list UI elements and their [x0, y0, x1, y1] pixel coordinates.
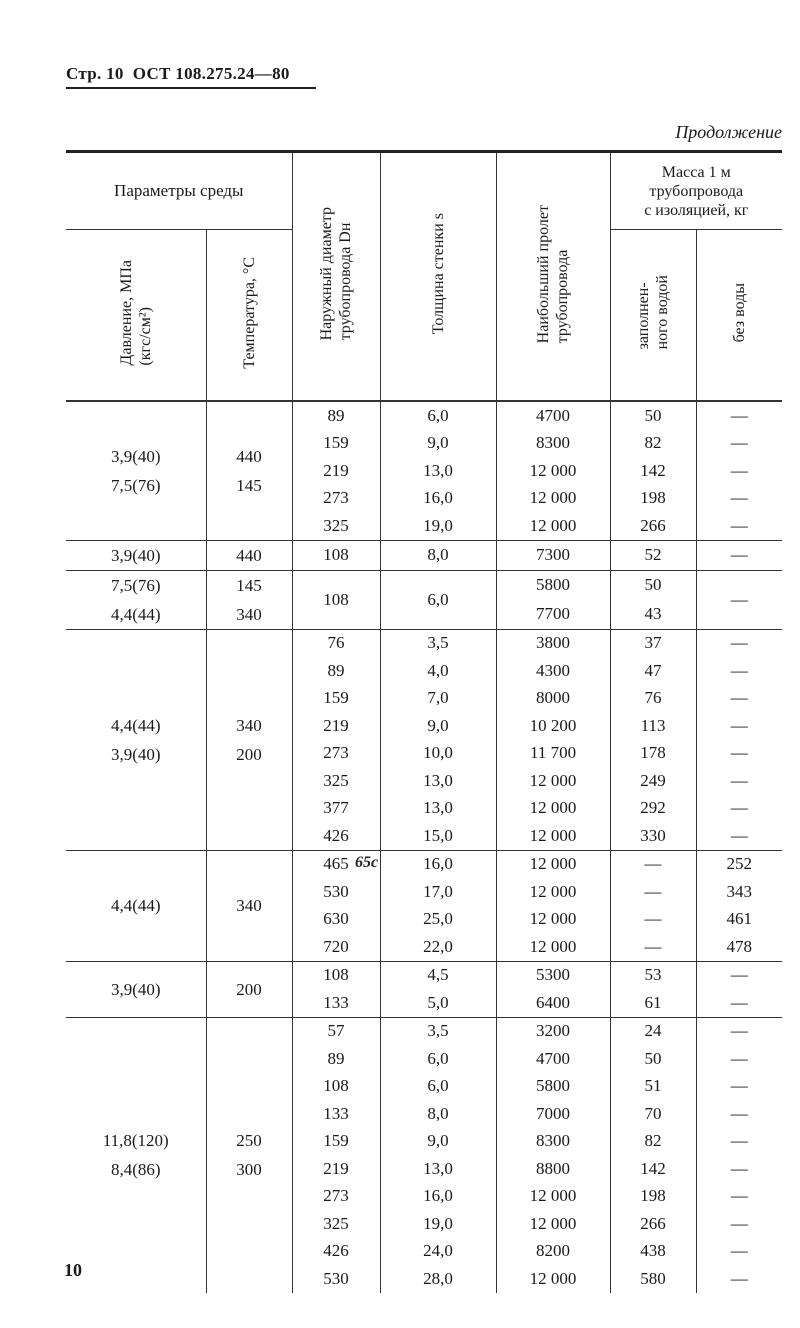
mass-water-cell: 142	[610, 457, 696, 485]
mass-water-cell: 266	[610, 1210, 696, 1238]
wall-cell: 15,0	[380, 822, 496, 850]
span-cell: 8300	[496, 1128, 610, 1156]
wall-cell: 13,0	[380, 795, 496, 823]
mass-water-cell: 53	[610, 961, 696, 989]
wall-cell: 8,0	[380, 1100, 496, 1128]
mass-water-cell: 47	[610, 657, 696, 685]
diameter-cell: 76	[292, 629, 380, 657]
pressure-value: 4,4(44)	[110, 896, 161, 915]
wall-cell: 24,0	[380, 1238, 496, 1266]
mass-dry-cell: —	[696, 457, 782, 485]
diameter-cell: 325	[292, 1210, 380, 1238]
mass-dry-cell: —	[696, 512, 782, 540]
diameter-cell: 325	[292, 512, 380, 540]
mass-dry-cell: 252	[696, 850, 782, 878]
wall-cell: 6,0	[380, 1073, 496, 1101]
diameter-cell: 89	[292, 657, 380, 685]
mass-water-cell: 292	[610, 795, 696, 823]
span-header: Наибольший пролет трубопровода	[496, 152, 610, 402]
mass-water-cell: 61	[610, 989, 696, 1017]
pressure-header: Давление, МПа (кгс/см²)	[66, 230, 206, 402]
table-body	[66, 401, 782, 1293]
wall-cell: 22,0	[380, 933, 496, 961]
span-cell: 12 000	[496, 822, 610, 850]
wall-cell: 13,0	[380, 767, 496, 795]
temperature-value: 340	[236, 896, 262, 915]
span-cell: 12 000	[496, 485, 610, 513]
span-cell: 7700	[496, 600, 610, 630]
wall-cell: 9,0	[380, 430, 496, 458]
span-cell: 5300	[496, 961, 610, 989]
temperature-cell	[206, 570, 292, 629]
temperature-value: 300	[236, 1160, 262, 1179]
temperature-value: 340	[236, 604, 262, 624]
standard-code: ОСТ 108.275.24—80	[132, 64, 290, 83]
diameter-cell: 159	[292, 1128, 380, 1156]
span-cell: 12 000	[496, 795, 610, 823]
diameter-cell: 465	[292, 850, 380, 878]
mass-water-cell: 178	[610, 740, 696, 768]
table-row	[66, 570, 782, 600]
table-row	[66, 629, 782, 657]
mass-dry-cell: —	[696, 1100, 782, 1128]
mass-dry-cell: 461	[696, 906, 782, 934]
mass-water-cell: 70	[610, 1100, 696, 1128]
span-cell: 8300	[496, 430, 610, 458]
diameter-cell: 273	[292, 485, 380, 513]
wall-cell: 25,0	[380, 906, 496, 934]
mass-water-cell: —	[610, 850, 696, 878]
pressure-cell	[66, 1017, 206, 1293]
mass-dry-cell: —	[696, 401, 782, 430]
wall-cell: 16,0	[380, 1183, 496, 1211]
mass-water-cell: 37	[610, 629, 696, 657]
span-cell: 8800	[496, 1155, 610, 1183]
pressure-value: 3,9(40)	[110, 979, 161, 999]
mass-dry-cell: —	[696, 767, 782, 795]
diameter-cell: 273	[292, 740, 380, 768]
mass-water-cell: —	[610, 906, 696, 934]
pressure-cell	[66, 570, 206, 629]
mass-dry-cell: —	[696, 1183, 782, 1211]
temperature-value: 145	[236, 475, 262, 495]
pressure-value: 3,9(40)	[110, 446, 161, 466]
diameter-cell: 530	[292, 1265, 380, 1293]
wall-cell: 3,5	[380, 629, 496, 657]
temperature-cell	[206, 850, 292, 961]
pressure-cell	[66, 540, 206, 570]
span-cell: 4300	[496, 657, 610, 685]
span-cell: 8200	[496, 1238, 610, 1266]
diameter-cell: 426	[292, 1238, 380, 1266]
temperature-cell	[206, 629, 292, 850]
span-cell: 12 000	[496, 906, 610, 934]
mass-water-cell: 50	[610, 570, 696, 600]
wall-cell: 9,0	[380, 1128, 496, 1156]
wall-cell: 16,0	[380, 485, 496, 513]
span-cell: 10 200	[496, 712, 610, 740]
mass-dry-cell: —	[696, 1265, 782, 1293]
span-cell: 7300	[496, 540, 610, 570]
diameter-cell: 530	[292, 878, 380, 906]
temperature-cell	[206, 961, 292, 1017]
pressure-cell	[66, 401, 206, 540]
pressure-cell	[66, 961, 206, 1017]
table-row	[66, 850, 782, 878]
wall-cell: 6,0	[380, 401, 496, 430]
mass-water-cell: 51	[610, 1073, 696, 1101]
mass-water-cell: 580	[610, 1265, 696, 1293]
mass-water-cell: 113	[610, 712, 696, 740]
mass-dry-cell: —	[696, 657, 782, 685]
mass-dry-cell: —	[696, 822, 782, 850]
mass-water-cell: 438	[610, 1238, 696, 1266]
mass-dry-cell: —	[696, 961, 782, 989]
diameter-cell: 325	[292, 767, 380, 795]
mass-water-cell: 50	[610, 401, 696, 430]
span-cell: 3200	[496, 1017, 610, 1045]
span-cell: 12 000	[496, 457, 610, 485]
wall-cell: 8,0	[380, 540, 496, 570]
pressure-value: 7,5(76)	[110, 575, 161, 595]
mass-dry-cell: —	[696, 485, 782, 513]
mass-water-cell: 330	[610, 822, 696, 850]
mass-dry-cell: —	[696, 1128, 782, 1156]
mass-dry-cell: —	[696, 685, 782, 713]
diameter-cell: 108	[292, 961, 380, 989]
diameter-cell: 219	[292, 712, 380, 740]
wall-header: Толщина стенки s	[380, 152, 496, 402]
table-head	[66, 152, 782, 402]
temperature-cell	[206, 1017, 292, 1293]
pressure-cell	[66, 629, 206, 850]
mass-dry-header: без воды	[696, 230, 782, 402]
mass-water-cell: 198	[610, 485, 696, 513]
diameter-cell: 219	[292, 1155, 380, 1183]
mass-dry-cell: —	[696, 1073, 782, 1101]
span-cell: 3800	[496, 629, 610, 657]
mass-water-cell: 43	[610, 600, 696, 630]
span-cell: 12 000	[496, 1265, 610, 1293]
handwritten-correction: 65с	[355, 854, 379, 871]
span-cell: 12 000	[496, 1210, 610, 1238]
table-row	[66, 401, 782, 430]
pressure-value: 3,9(40)	[110, 545, 161, 565]
mass-dry-cell: —	[696, 1155, 782, 1183]
continuation-label: Продолжение	[675, 122, 782, 142]
wall-cell: 10,0	[380, 740, 496, 768]
mass-water-cell: 249	[610, 767, 696, 795]
temperature-value: 440	[236, 446, 262, 466]
pressure-value: 7,5(76)	[110, 475, 161, 495]
pressure-value: 4,4(44)	[110, 604, 161, 624]
page-label: Стр. 10	[66, 64, 124, 83]
mass-dry-cell: —	[696, 1017, 782, 1045]
table-row	[66, 961, 782, 989]
wall-cell: 13,0	[380, 457, 496, 485]
mass-dry-cell: —	[696, 540, 782, 570]
temperature-header: Температура, °С	[206, 230, 292, 402]
mass-dry-cell: —	[696, 795, 782, 823]
diameter-cell: 273	[292, 1183, 380, 1211]
span-cell: 6400	[496, 989, 610, 1017]
pipeline-table	[66, 150, 782, 1293]
params-group-header: Параметры среды	[66, 152, 292, 230]
temperature-value: 200	[236, 744, 262, 764]
wall-cell: 19,0	[380, 512, 496, 540]
mass-dry-cell: 343	[696, 878, 782, 906]
mass-water-cell: —	[610, 878, 696, 906]
pressure-value: 3,9(40)	[110, 744, 161, 764]
table-row	[66, 540, 782, 570]
mass-water-cell: 76	[610, 685, 696, 713]
diameter-cell: 720	[292, 933, 380, 961]
mass-dry-cell: —	[696, 629, 782, 657]
temperature-value: 145	[236, 575, 262, 595]
wall-cell: 17,0	[380, 878, 496, 906]
mass-group-header: Масса 1 м трубопровода с изоляцией, кг	[610, 152, 782, 230]
pressure-value: 8,4(86)	[110, 1160, 161, 1179]
span-cell: 12 000	[496, 1183, 610, 1211]
temperature-value: 250	[236, 1131, 262, 1150]
diameter-cell: 57	[292, 1017, 380, 1045]
span-cell: 4700	[496, 1045, 610, 1073]
wall-cell: 13,0	[380, 1155, 496, 1183]
mass-water-cell: 24	[610, 1017, 696, 1045]
pressure-cell	[66, 850, 206, 961]
temperature-value: 340	[236, 715, 262, 735]
diameter-cell: 159	[292, 685, 380, 713]
mass-water-cell: —	[610, 933, 696, 961]
wall-cell: 28,0	[380, 1265, 496, 1293]
span-cell: 12 000	[496, 767, 610, 795]
mass-dry-cell: —	[696, 740, 782, 768]
mass-dry-cell: —	[696, 1238, 782, 1266]
wall-cell: 7,0	[380, 685, 496, 713]
wall-cell: 6,0	[380, 570, 496, 629]
wall-cell: 19,0	[380, 1210, 496, 1238]
span-cell: 8000	[496, 685, 610, 713]
diameter-cell: 630	[292, 906, 380, 934]
mass-water-cell: 198	[610, 1183, 696, 1211]
diameter-header: Наружный диаметр трубопровода Dн	[292, 152, 380, 402]
span-cell: 12 000	[496, 512, 610, 540]
wall-cell: 9,0	[380, 712, 496, 740]
mass-water-cell: 82	[610, 1128, 696, 1156]
header-rule	[66, 87, 316, 89]
page-number: 10	[64, 1260, 82, 1280]
span-cell: 12 000	[496, 933, 610, 961]
temperature-cell	[206, 540, 292, 570]
mass-water-cell: 50	[610, 1045, 696, 1073]
mass-water-cell: 266	[610, 512, 696, 540]
pressure-value: 4,4(44)	[110, 715, 161, 735]
mass-dry-cell: —	[696, 989, 782, 1017]
diameter-cell: 108	[292, 540, 380, 570]
mass-water-cell: 52	[610, 540, 696, 570]
mass-water-cell: 82	[610, 430, 696, 458]
diameter-cell: 133	[292, 989, 380, 1017]
span-cell: 4700	[496, 401, 610, 430]
diameter-cell: 89	[292, 1045, 380, 1073]
mass-dry-cell: —	[696, 570, 782, 629]
mass-water-cell: 142	[610, 1155, 696, 1183]
span-cell: 5800	[496, 570, 610, 600]
wall-cell: 16,0	[380, 850, 496, 878]
diameter-cell: 426	[292, 822, 380, 850]
wall-cell: 4,5	[380, 961, 496, 989]
wall-cell: 4,0	[380, 657, 496, 685]
mass-dry-cell: —	[696, 1045, 782, 1073]
span-cell: 11 700	[496, 740, 610, 768]
mass-dry-cell: 478	[696, 933, 782, 961]
diameter-cell: 108	[292, 570, 380, 629]
diameter-cell: 108	[292, 1073, 380, 1101]
temperature-value: 440	[236, 545, 262, 565]
temperature-value: 200	[236, 979, 262, 999]
diameter-cell: 219	[292, 457, 380, 485]
diameter-cell: 377	[292, 795, 380, 823]
mass-dry-cell: —	[696, 712, 782, 740]
mass-dry-cell: —	[696, 1210, 782, 1238]
table-row	[66, 1017, 782, 1045]
pressure-value: 11,8(120)	[102, 1131, 169, 1150]
mass-water-header: заполнен- ного водой	[610, 230, 696, 402]
span-cell: 12 000	[496, 850, 610, 878]
wall-cell: 3,5	[380, 1017, 496, 1045]
span-cell: 12 000	[496, 878, 610, 906]
wall-cell: 5,0	[380, 989, 496, 1017]
page-header	[66, 64, 290, 84]
span-cell: 5800	[496, 1073, 610, 1101]
diameter-cell: 89	[292, 401, 380, 430]
diameter-cell: 133	[292, 1100, 380, 1128]
temperature-cell	[206, 401, 292, 540]
wall-cell: 6,0	[380, 1045, 496, 1073]
span-cell: 7000	[496, 1100, 610, 1128]
mass-dry-cell: —	[696, 430, 782, 458]
diameter-cell: 159	[292, 430, 380, 458]
